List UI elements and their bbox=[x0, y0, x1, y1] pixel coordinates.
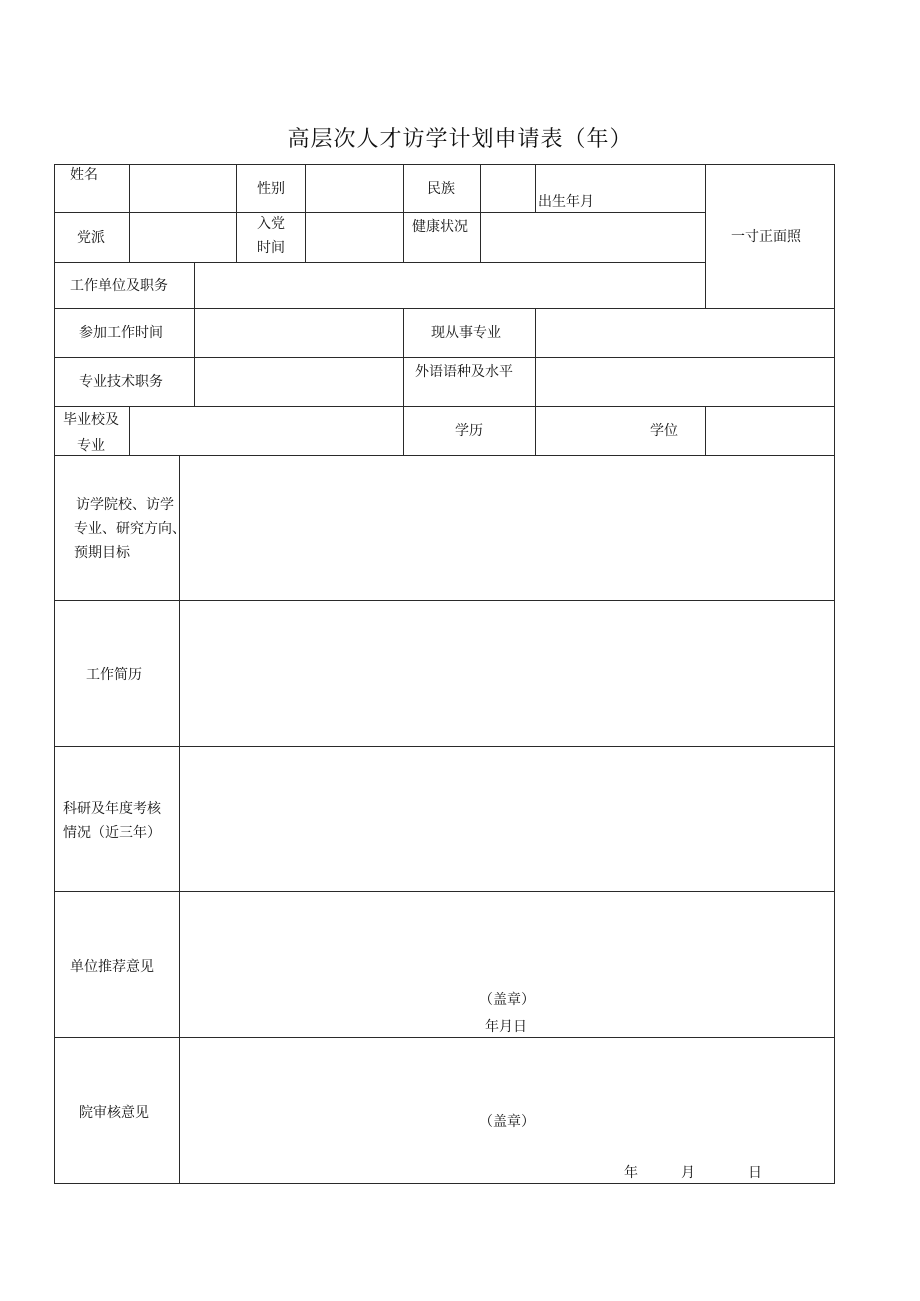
label-health: 健康状况 bbox=[412, 219, 468, 235]
grid-line bbox=[54, 1037, 835, 1038]
grid-line bbox=[236, 164, 237, 262]
label-birth: 出生年月 bbox=[538, 194, 594, 210]
grid-line bbox=[480, 164, 481, 262]
label-major-now: 现从事专业 bbox=[431, 325, 501, 341]
grid-line bbox=[54, 600, 835, 601]
seal-text: （盖章） bbox=[479, 1114, 535, 1130]
label-grad-major: 专业 bbox=[77, 438, 105, 454]
label-visit-plan: 专业、研究方向、 bbox=[74, 521, 186, 537]
date-month: 月 bbox=[681, 1165, 695, 1181]
label-visit-plan: 访学院校、访学 bbox=[76, 497, 174, 513]
label-name: 姓名 bbox=[70, 167, 98, 183]
label-education: 学历 bbox=[455, 423, 483, 439]
label-visit-plan: 预期目标 bbox=[74, 545, 130, 561]
label-photo: 一寸正面照 bbox=[731, 229, 801, 245]
label-research: 情况（近三年） bbox=[63, 825, 161, 841]
grid-line bbox=[54, 406, 835, 407]
grid-line bbox=[54, 164, 55, 1184]
grid-line bbox=[54, 357, 835, 358]
label-degree: 学位 bbox=[650, 423, 678, 439]
label-tech-title: 专业技术职务 bbox=[79, 374, 163, 390]
label-foreign-lang: 外语语种及水平 bbox=[415, 364, 513, 380]
label-work-unit: 工作单位及职务 bbox=[70, 278, 168, 294]
grid-line bbox=[54, 262, 705, 263]
label-resume: 工作简历 bbox=[86, 667, 142, 683]
grid-line bbox=[54, 1183, 835, 1184]
grid-line bbox=[535, 308, 536, 455]
label-unit-opinion: 单位推荐意见 bbox=[70, 959, 154, 975]
label-work-start: 参加工作时间 bbox=[79, 325, 163, 341]
grid-line bbox=[54, 308, 835, 309]
seal-text: （盖章） bbox=[479, 992, 535, 1008]
label-grad-school: 毕业校及 bbox=[63, 412, 119, 428]
grid-line bbox=[179, 455, 180, 1183]
grid-line bbox=[54, 746, 835, 747]
page-title: 高层次人才访学计划申请表（年） bbox=[287, 127, 633, 152]
date-text: 年月日 bbox=[485, 1019, 527, 1035]
grid-line bbox=[403, 308, 404, 455]
label-college-opinion: 院审核意见 bbox=[79, 1105, 149, 1121]
grid-line bbox=[129, 406, 130, 455]
grid-line bbox=[54, 212, 705, 213]
grid-line bbox=[129, 164, 130, 262]
grid-line bbox=[305, 164, 306, 262]
date-day: 日 bbox=[748, 1165, 762, 1181]
grid-line bbox=[535, 164, 536, 212]
grid-line bbox=[705, 406, 706, 455]
label-gender: 性别 bbox=[257, 181, 285, 197]
grid-line bbox=[54, 164, 835, 165]
label-research: 科研及年度考核 bbox=[63, 801, 161, 817]
grid-line bbox=[54, 455, 835, 456]
label-party: 党派 bbox=[77, 230, 105, 246]
grid-line bbox=[834, 164, 835, 1184]
date-year: 年 bbox=[624, 1165, 638, 1181]
label-join-party-time: 时间 bbox=[257, 240, 285, 256]
grid-line bbox=[403, 164, 404, 262]
label-join-party: 入党 bbox=[257, 216, 285, 232]
grid-line bbox=[705, 164, 706, 308]
label-ethnicity: 民族 bbox=[427, 181, 455, 197]
grid-line bbox=[54, 891, 835, 892]
grid-line bbox=[194, 262, 195, 406]
